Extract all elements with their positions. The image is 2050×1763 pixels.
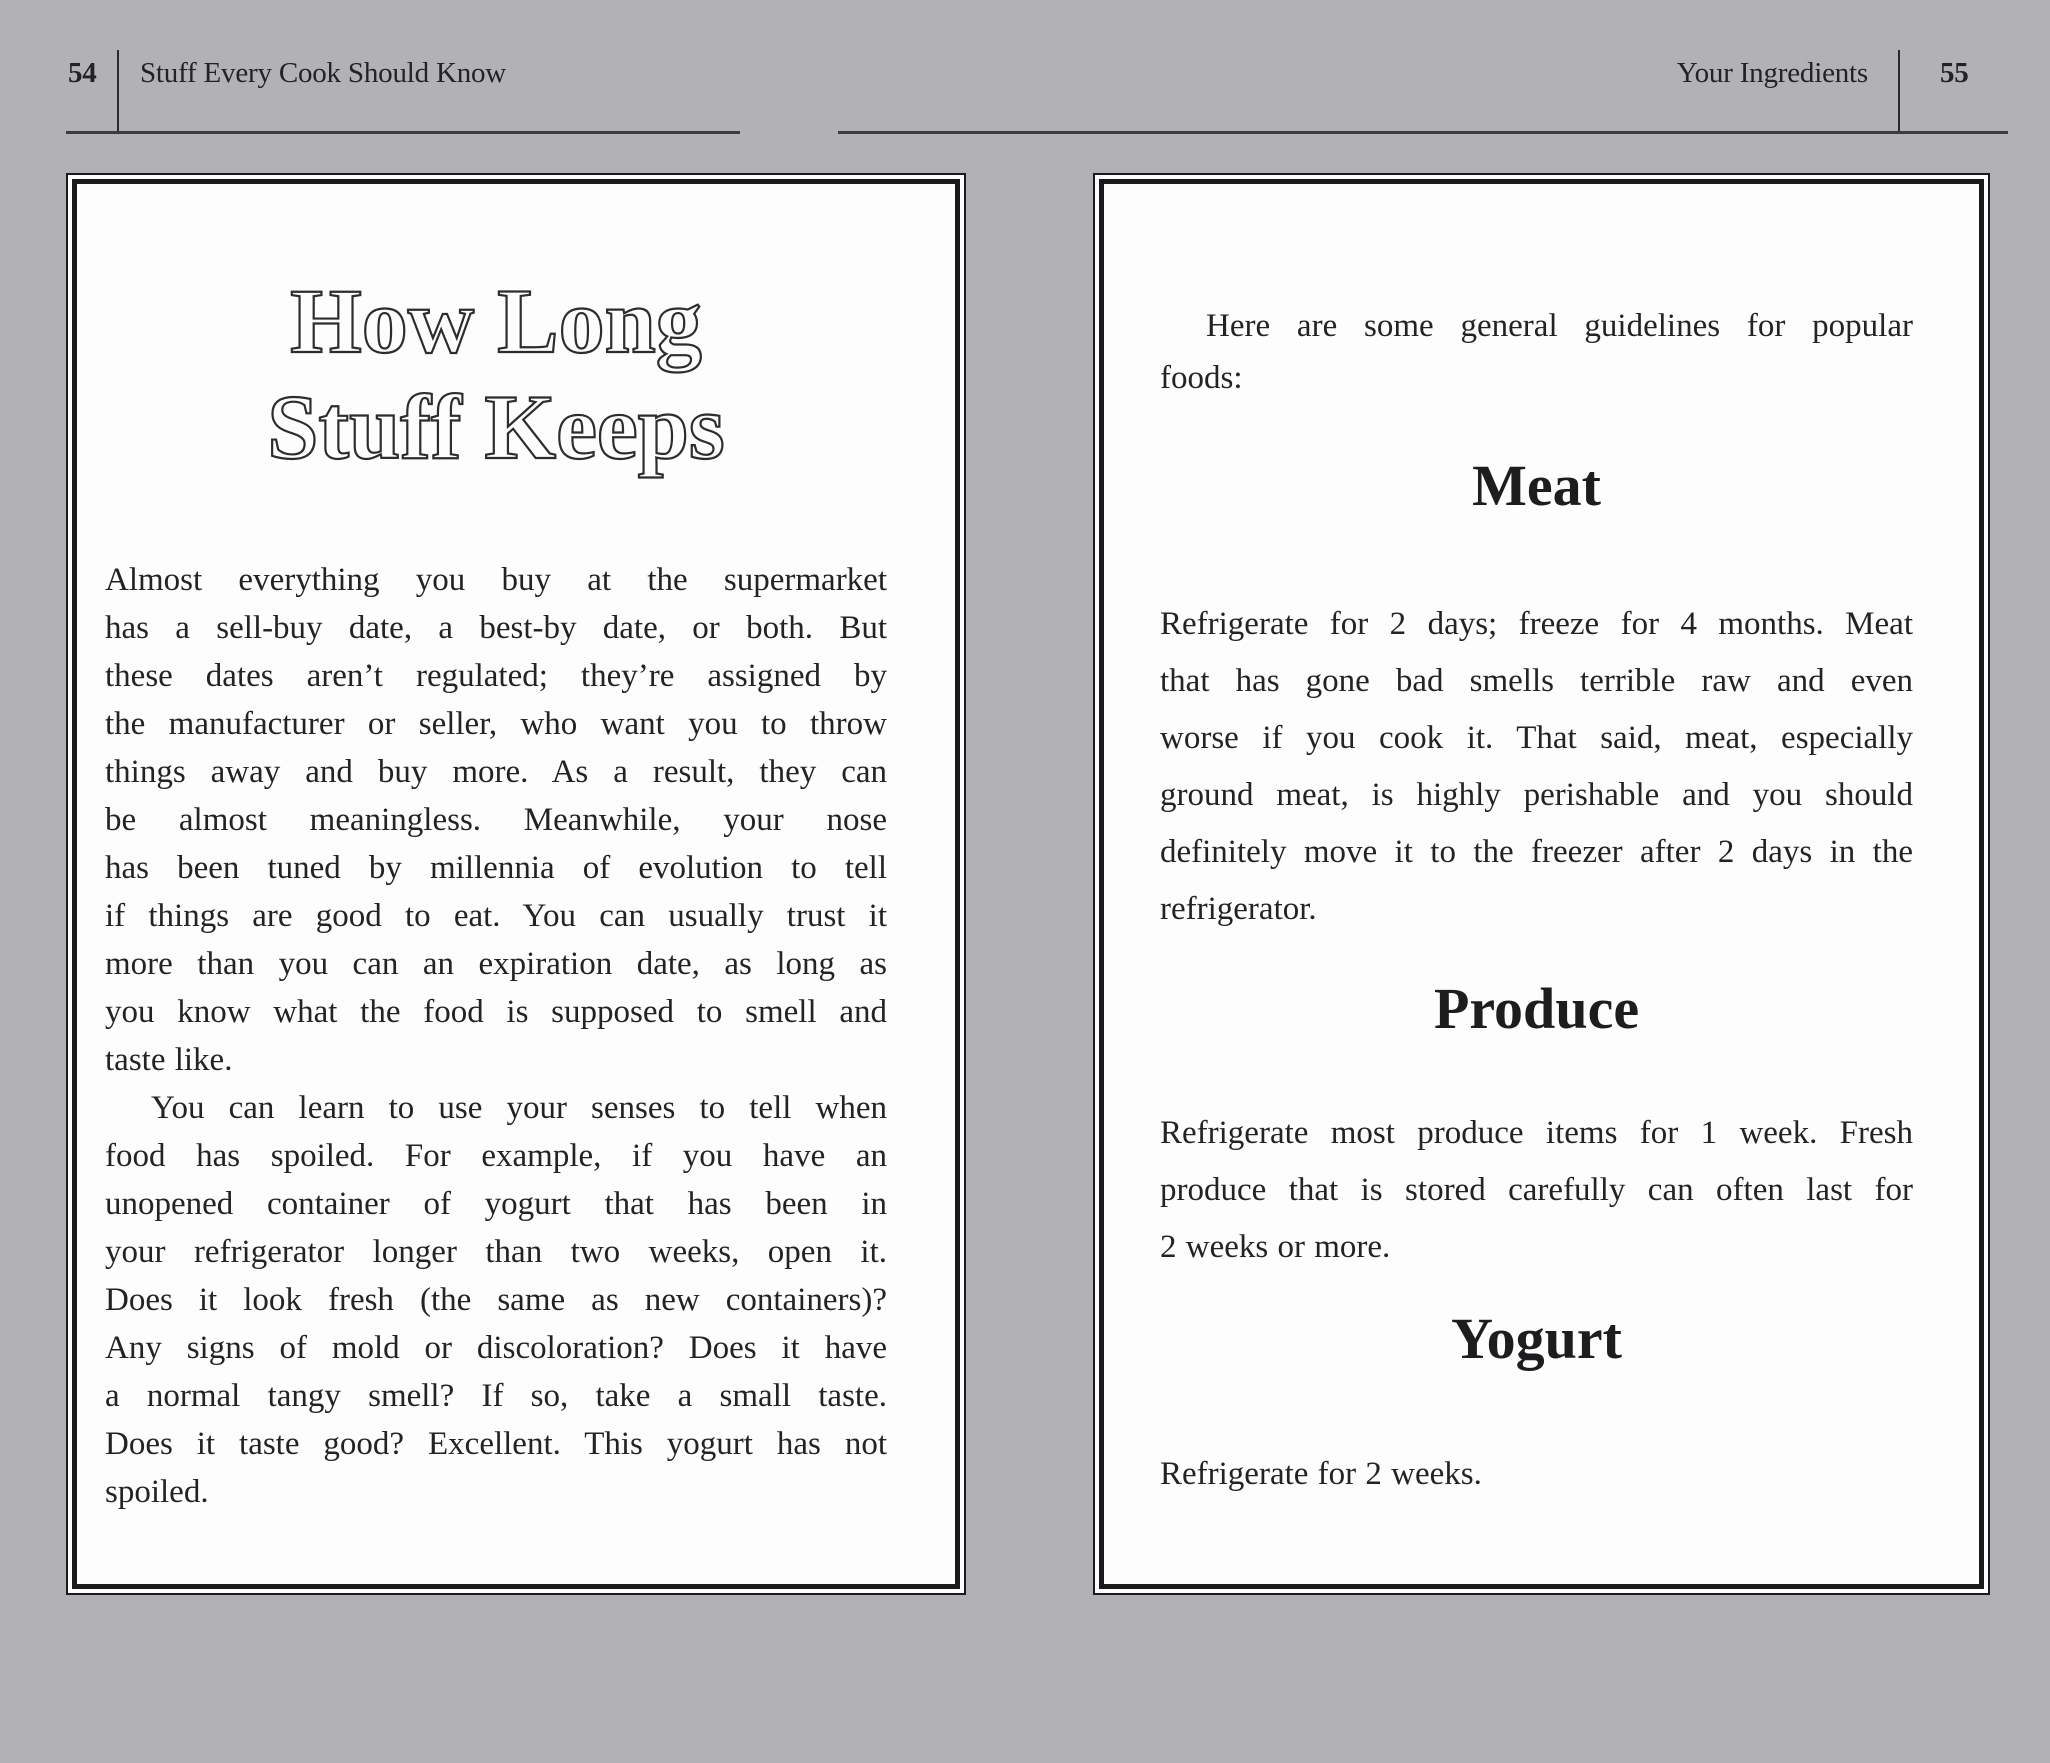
left-header-rule bbox=[66, 131, 740, 134]
right-running-title: Your Ingredients bbox=[1676, 57, 1868, 89]
text-line: ground meat, is highly perishable and you should bbox=[1160, 777, 1913, 813]
text-line: things away and buy more. As a result, they can bbox=[105, 754, 887, 790]
text-line: be almost meaningless. Meanwhile, your nose bbox=[105, 802, 887, 838]
section-paragraph-meat bbox=[1160, 596, 1913, 938]
left-running-title: Stuff Every Cook Should Know bbox=[140, 57, 507, 89]
right-header-rule bbox=[838, 131, 2008, 134]
text-line: 2 weeks or more. bbox=[1160, 1229, 1391, 1265]
text-line: food has spoiled. For example, if you have an bbox=[105, 1138, 887, 1174]
section-heading-meat: Meat bbox=[1472, 453, 1601, 518]
text-line: a normal tangy smell? If so, take a small taste. bbox=[105, 1378, 887, 1414]
section-heading-produce: Produce bbox=[1433, 976, 1640, 1041]
text-line: You can learn to use your senses to tell when bbox=[151, 1090, 887, 1126]
left-header-divider bbox=[117, 50, 119, 132]
chapter-title bbox=[105, 268, 887, 480]
text-line: Any signs of mold or discoloration? Does it have bbox=[105, 1330, 887, 1366]
text-line: Refrigerate for 2 weeks. bbox=[1160, 1456, 1482, 1492]
chapter-title-line1: How Long bbox=[290, 270, 702, 372]
text-line: more than you can an expiration date, as long as bbox=[105, 946, 887, 982]
text-line: the manufacturer or seller, who want you to throw bbox=[105, 706, 887, 742]
text-line: definitely move it to the freezer after 2 days in the bbox=[1160, 834, 1913, 870]
text-line: Does it look fresh (the same as new containers)? bbox=[105, 1282, 887, 1318]
text-line: has been tuned by millennia of evolution to tell bbox=[105, 850, 887, 886]
chapter-title-line2: Stuff Keeps bbox=[267, 376, 725, 478]
text-line: spoiled. bbox=[105, 1474, 209, 1510]
text-line: Here are some general guidelines for popular bbox=[1206, 308, 1913, 344]
section-paragraph-produce bbox=[1160, 1105, 1913, 1276]
text-line: Refrigerate most produce items for 1 week. Fresh bbox=[1160, 1115, 1913, 1151]
text-line: produce that is stored carefully can often last for bbox=[1160, 1172, 1913, 1208]
section-paragraph-yogurt bbox=[1160, 1446, 1913, 1503]
text-line: unopened container of yogurt that has been in bbox=[105, 1186, 887, 1222]
text-line: has a sell-buy date, a best-by date, or both. But bbox=[105, 610, 887, 646]
right-page-number: 55 bbox=[1940, 57, 1969, 89]
text-line: refrigerator. bbox=[1160, 891, 1317, 927]
text-line: that has gone bad smells terrible raw and even bbox=[1160, 663, 1913, 699]
text-line: worse if you cook it. That said, meat, especially bbox=[1160, 720, 1913, 756]
text-line: foods: bbox=[1160, 360, 1243, 396]
right-header-divider bbox=[1898, 50, 1900, 132]
text-line: these dates aren’t regulated; they’re assigned by bbox=[105, 658, 887, 694]
intro-paragraph bbox=[1160, 300, 1913, 404]
left-page-number: 54 bbox=[68, 57, 97, 89]
left-page-frame bbox=[66, 173, 966, 1595]
text-line: Does it taste good? Excellent. This yogurt has not bbox=[105, 1426, 887, 1462]
right-page-frame bbox=[1093, 173, 1990, 1595]
text-line: your refrigerator longer than two weeks, open it. bbox=[105, 1234, 887, 1270]
text-line: taste like. bbox=[105, 1042, 233, 1078]
chapter-body bbox=[105, 556, 887, 1516]
section-heading-yogurt: Yogurt bbox=[1451, 1306, 1622, 1371]
text-line: if things are good to eat. You can usually trust it bbox=[105, 898, 887, 934]
left-page bbox=[72, 179, 960, 1589]
text-line: you know what the food is supposed to smell and bbox=[105, 994, 887, 1030]
paragraph bbox=[105, 1084, 887, 1516]
paragraph bbox=[105, 556, 887, 1084]
right-page bbox=[1099, 179, 1984, 1589]
text-line: Almost everything you buy at the supermarket bbox=[105, 562, 887, 598]
text-line: Refrigerate for 2 days; freeze for 4 months. Meat bbox=[1160, 606, 1913, 642]
